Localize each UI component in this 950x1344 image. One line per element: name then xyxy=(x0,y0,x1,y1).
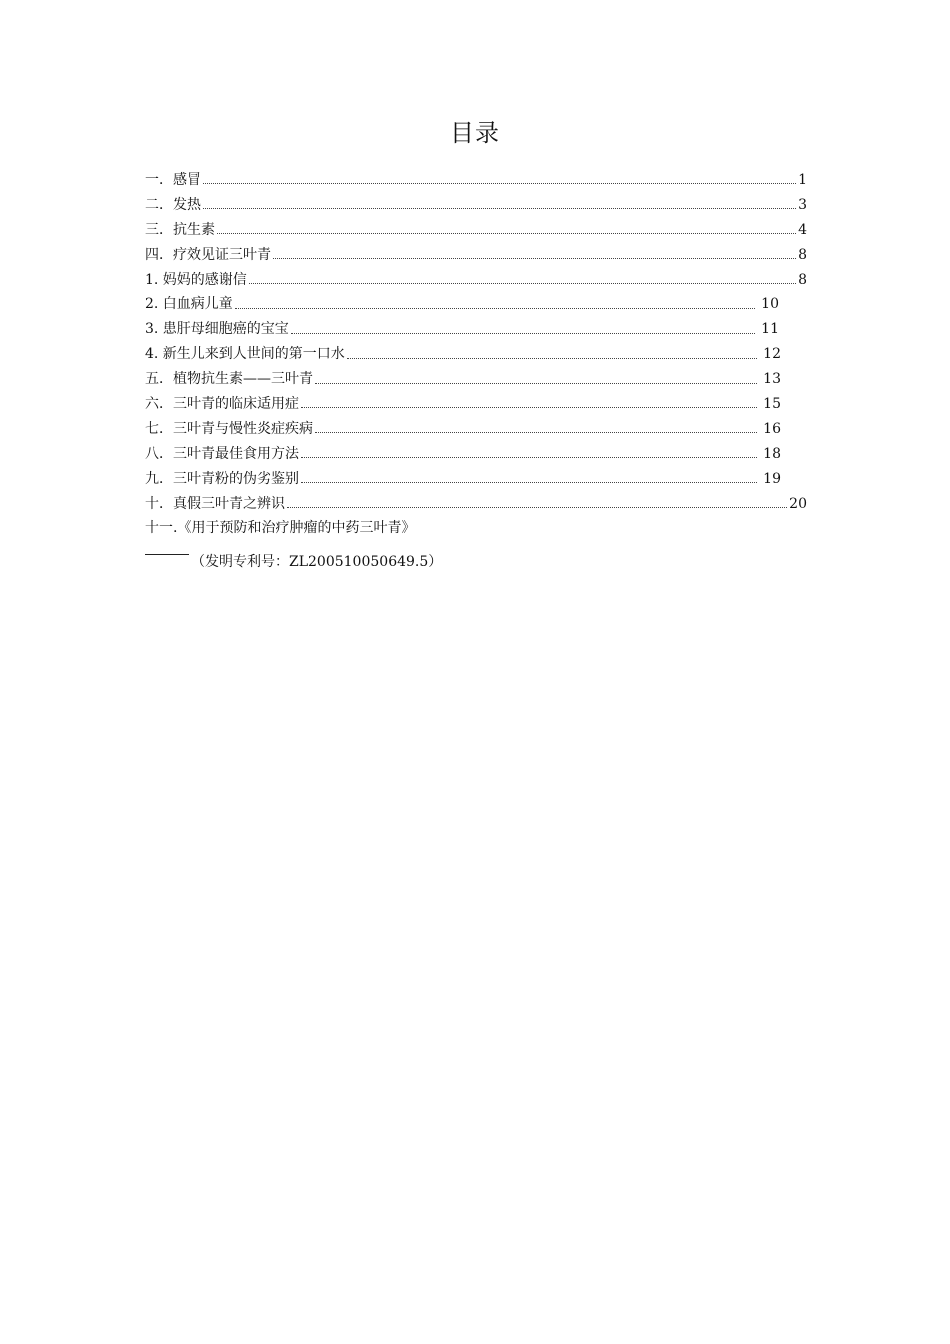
dash-line xyxy=(145,554,189,555)
toc-entry-page: 20 xyxy=(789,495,807,512)
toc-entry-page: 12 xyxy=(763,346,781,363)
toc-leader-dots xyxy=(315,424,757,434)
toc-leader-dots xyxy=(301,449,757,459)
toc-leader-dots xyxy=(217,225,796,235)
toc-entry-page: 15 xyxy=(763,396,781,413)
toc-entry[interactable] xyxy=(145,467,781,492)
toc-entry[interactable] xyxy=(145,168,807,193)
toc-leader-dots xyxy=(315,375,757,385)
toc-entry[interactable] xyxy=(145,218,807,243)
toc-entry-label: 九．三叶青粉的伪劣鉴别 xyxy=(145,470,299,487)
toc-entry-label: 六．三叶青的临床适用症 xyxy=(145,396,299,413)
toc-leader-dots xyxy=(235,300,755,310)
toc-entry-last[interactable] xyxy=(145,516,807,541)
toc-entry-page: 19 xyxy=(763,470,781,487)
toc-entry[interactable] xyxy=(145,268,807,293)
toc-entry-page: 8 xyxy=(798,271,807,288)
toc-entry-label: 一．感冒 xyxy=(145,172,201,188)
toc-entry-page: 1 xyxy=(798,172,807,188)
toc-entry[interactable] xyxy=(145,193,807,218)
toc-leader-dots xyxy=(203,175,796,185)
toc-entry-label: 3. 患肝母细胞癌的宝宝 xyxy=(145,321,289,338)
toc-entry-label: 七．三叶青与慢性炎症疾病 xyxy=(145,420,313,437)
toc-entry-page: 18 xyxy=(763,445,781,462)
toc-entry-page: 16 xyxy=(763,420,781,437)
toc-leader-dots xyxy=(301,399,757,409)
toc-entry[interactable] xyxy=(145,342,781,367)
toc-entry-page: 8 xyxy=(798,246,807,263)
table-of-contents xyxy=(145,168,807,541)
toc-entry-label: 十一.《用于预防和治疗肿瘤的中药三叶青》 xyxy=(145,520,416,537)
page-title: 目录 xyxy=(450,119,500,147)
toc-leader-dots xyxy=(273,250,796,260)
patent-number: （发明专利号：ZL200510050649.5） xyxy=(191,554,443,570)
toc-entry-label: 4. 新生儿来到人世间的第一口水 xyxy=(145,346,345,363)
toc-entry-label: 五．植物抗生素——三叶青 xyxy=(145,371,313,388)
toc-entry-label: 十．真假三叶青之辨识 xyxy=(145,495,285,512)
toc-leader-dots xyxy=(291,325,755,335)
toc-leader-dots xyxy=(203,200,796,210)
toc-entry-label: 三．抗生素 xyxy=(145,221,215,238)
toc-entry[interactable] xyxy=(145,292,779,317)
toc-entry[interactable] xyxy=(145,317,779,342)
toc-entry-page: 11 xyxy=(761,321,779,338)
toc-leader-dots xyxy=(249,275,796,285)
toc-entry-page: 13 xyxy=(763,371,781,388)
toc-entry-label: 二．发热 xyxy=(145,196,201,213)
toc-entry[interactable] xyxy=(145,442,781,467)
toc-leader-dots xyxy=(287,499,787,509)
toc-entry-label: 八．三叶青最佳食用方法 xyxy=(145,445,299,462)
toc-entry[interactable] xyxy=(145,243,807,268)
toc-entry[interactable] xyxy=(145,417,781,442)
toc-entry-page: 10 xyxy=(761,296,779,313)
toc-entry-label: 2. 白血病儿童 xyxy=(145,296,233,313)
toc-entry-page: 3 xyxy=(798,196,807,213)
toc-leader-dots xyxy=(301,474,757,484)
toc-entry[interactable] xyxy=(145,492,807,517)
toc-entry-page: 4 xyxy=(798,221,807,238)
toc-entry-label: 四．疗效见证三叶青 xyxy=(145,246,271,263)
toc-entry-label: 1. 妈妈的感谢信 xyxy=(145,271,247,288)
toc-entry[interactable] xyxy=(145,367,781,392)
patent-note xyxy=(145,550,442,574)
toc-entry[interactable] xyxy=(145,392,781,417)
toc-leader-dots xyxy=(347,350,757,360)
